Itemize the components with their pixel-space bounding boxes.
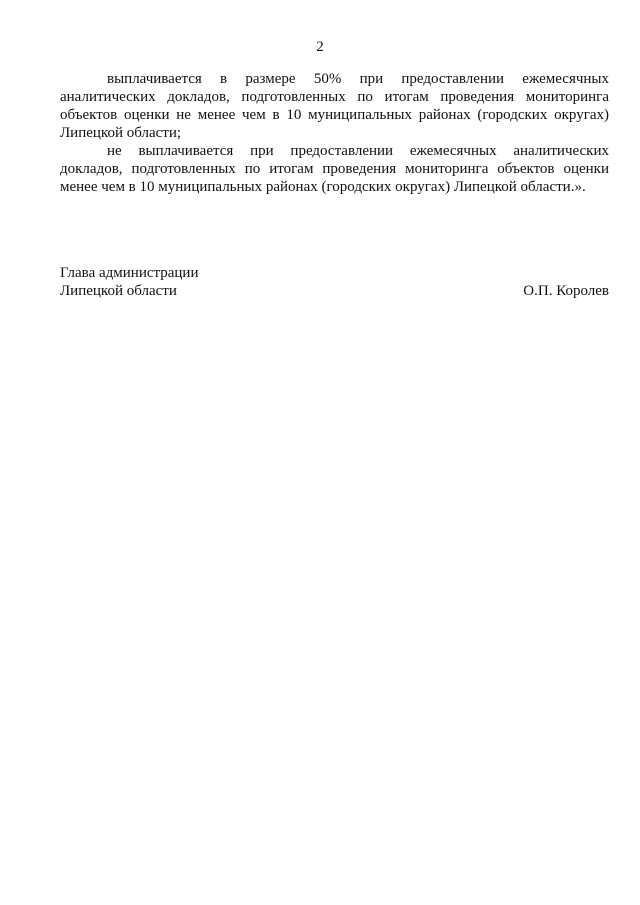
document-body	[60, 70, 609, 196]
signature-line-1	[60, 264, 609, 282]
signatory-position-line1: Глава администрации	[60, 265, 199, 281]
signature-line-2	[60, 282, 609, 300]
signature-block	[60, 264, 609, 300]
signatory-position-line2: Липецкой области	[60, 283, 177, 299]
paragraph-partial-payment: выплачивается в размере 50% при предоставлении ежемесячных аналитических докладов, подготовленных по итогам проведения мониторинга объектов оценки не менее чем в 10 муниципальных районах (городских округах) Липецкой области;	[60, 71, 609, 141]
page-number: 2	[316, 39, 324, 55]
signatory-name: О.П. Королев	[523, 283, 609, 299]
paragraph-no-payment: не выплачивается при предоставлении ежемесячных аналитических докладов, подготовленных по итогам проведения мониторинга объектов оценки менее чем в 10 муниципальных районах (городских округах) Липецкой области.».	[60, 143, 609, 195]
